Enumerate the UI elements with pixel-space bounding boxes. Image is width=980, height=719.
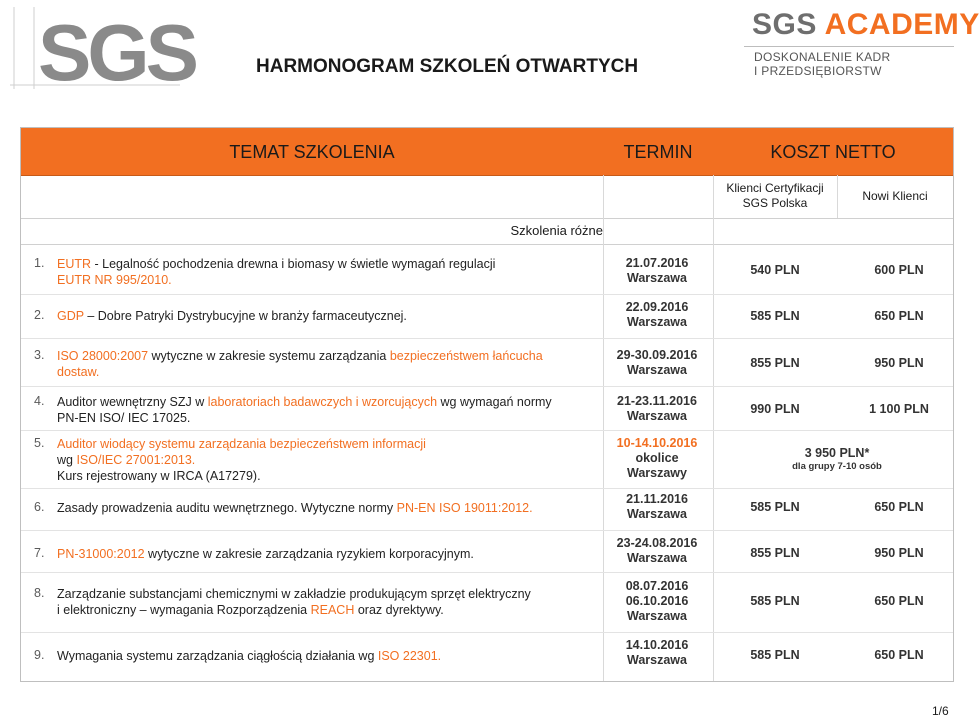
term-location: okolice: [635, 451, 679, 465]
price-new: 1 100 PLN: [869, 402, 929, 416]
row-divider: [21, 338, 953, 339]
price-new: 650 PLN: [874, 309, 924, 323]
column-divider: [837, 175, 838, 218]
row-number: 2.: [34, 308, 45, 322]
table-row: [21, 252, 953, 294]
row-divider: [21, 488, 953, 489]
row-topic: [57, 348, 597, 380]
topic-text: wytyczne w zakresie systemu zarządzania: [148, 349, 390, 363]
row-number: 6.: [34, 500, 45, 514]
row-term: [607, 300, 707, 330]
page-number: 1/6: [932, 704, 949, 718]
sgs-logo-text: SGS: [38, 8, 195, 97]
term-date: 10-14.10.2016: [616, 436, 698, 450]
table-row: [21, 634, 953, 680]
row-topic: [57, 308, 597, 324]
row-number: 3.: [34, 348, 45, 362]
table-header-row: [21, 128, 953, 176]
topic-text: – Dobre Patryki Dystrybucyjne w branży farmaceutycznej.: [83, 309, 407, 323]
topic-highlight: REACH: [310, 603, 355, 617]
row-divider: [21, 632, 953, 633]
section-row: [21, 218, 953, 245]
table-row: [21, 388, 953, 430]
term-date: 08.07.2016: [625, 579, 689, 593]
price-new: 950 PLN: [874, 546, 924, 560]
subheader-new-clients: Nowi Klienci: [862, 189, 928, 203]
header-term: TERMIN: [623, 142, 693, 162]
term-location: Warszawa: [627, 653, 687, 667]
row-number: 8.: [34, 586, 45, 600]
academy-tagline-1: DOSKONALENIE KADR: [754, 50, 891, 64]
table-row: [21, 432, 953, 488]
price-new: 650 PLN: [874, 648, 924, 662]
academy-divider: [744, 46, 954, 47]
price-note: dla grupy 7-10 osób: [792, 461, 882, 472]
topic-text: wytyczne w zakresie zarządzania ryzykiem korporacyjnym.: [144, 547, 474, 561]
topic-text: Zarządzanie substancjami chemicznymi w zakładzie produkującym sprzęt elektryczny: [57, 587, 531, 601]
header-topic: TEMAT SZKOLENIA: [229, 142, 395, 162]
row-term: [607, 394, 707, 424]
row-divider: [21, 386, 953, 387]
academy-word-text: ACADEMY: [824, 8, 980, 41]
term-location: Warszawa: [627, 315, 687, 329]
row-number: 5.: [34, 436, 45, 450]
price-merged: [713, 446, 961, 473]
term-location: Warszawa: [627, 507, 687, 521]
term-location: Warszawa: [627, 551, 687, 565]
subheader-certified-clients: [713, 181, 837, 211]
academy-sgs-text: SGS: [752, 8, 817, 41]
price-certified: 585 PLN: [750, 500, 800, 514]
topic-text: - Legalność pochodzenia drewna i biomasy w świetle wymagań regulacji: [91, 257, 496, 271]
table-row: [21, 532, 953, 572]
topic-text: i elektroniczny – wymagania Rozporządzenia: [57, 603, 311, 617]
price-group: 3 950 PLN*: [804, 446, 870, 460]
term-location: Warszawa: [627, 363, 687, 377]
topic-text: Kurs rejestrowany w IRCA (A17279).: [57, 469, 261, 483]
header-cost: KOSZT NETTO: [770, 142, 896, 162]
table-row: [21, 340, 953, 386]
page-title: HARMONOGRAM SZKOLEŃ OTWARTYCH: [256, 56, 639, 77]
term-date: 21.11.2016: [626, 492, 688, 506]
academy-wordmark: [752, 8, 980, 42]
row-divider: [21, 530, 953, 531]
topic-text: PN-EN ISO/ IEC 17025.: [57, 411, 191, 425]
price-certified: 585 PLN: [750, 648, 800, 662]
row-term: [607, 492, 707, 522]
term-date: 23-24.08.2016: [616, 536, 698, 550]
row-topic: [57, 546, 597, 562]
price-new: 600 PLN: [874, 263, 924, 277]
row-number: 9.: [34, 648, 45, 662]
price-certified: 855 PLN: [750, 546, 800, 560]
row-number: 1.: [34, 256, 45, 270]
term-date: 29-30.09.2016: [616, 348, 698, 362]
topic-highlight: PN-EN ISO 19011:2012.: [396, 501, 533, 515]
sgs-logo: [10, 5, 195, 97]
subheader-certified-line-2: SGS Polska: [742, 196, 808, 210]
price-certified: 540 PLN: [750, 263, 800, 277]
row-term: [607, 256, 707, 286]
topic-highlight: ISO/IEC 27001:2013.: [76, 453, 196, 467]
topic-highlight: PN-31000:2012: [57, 547, 145, 561]
term-location: Warszawa: [627, 409, 687, 423]
topic-highlight: systemu zarządzania bezpieczeństwem informacji: [145, 437, 426, 451]
topic-highlight: EUTR: [57, 257, 92, 271]
price-certified: 990 PLN: [750, 402, 800, 416]
table-subheader-row: [21, 175, 953, 219]
table-row: [21, 296, 953, 338]
row-term: [607, 638, 707, 668]
row-term: [607, 579, 707, 624]
row-topic: [57, 586, 597, 618]
term-date: 06.10.2016: [625, 594, 689, 608]
term-date: 21.07.2016: [625, 256, 689, 270]
term-date: 21-23.11.2016: [617, 394, 697, 408]
academy-tagline-2: I PRZEDSIĘBIORSTW: [754, 64, 882, 78]
term-date: 22.09.2016: [625, 300, 689, 314]
row-topic: [57, 500, 597, 516]
topic-highlight: ISO 28000:2007: [57, 349, 149, 363]
price-new: 950 PLN: [874, 356, 924, 370]
topic-text: oraz dyrektywy.: [354, 603, 444, 617]
row-term: [607, 536, 707, 566]
topic-text: wg: [57, 453, 77, 467]
topic-highlight: EUTR NR 995/2010.: [57, 273, 172, 287]
table-row: [21, 574, 953, 632]
topic-highlight: Auditor wiodący: [57, 437, 146, 451]
topic-highlight: ISO 22301.: [377, 649, 442, 663]
row-topic: [57, 394, 597, 426]
term-location: Warszawa: [627, 609, 687, 623]
row-topic: [57, 256, 597, 288]
price-new: 650 PLN: [874, 500, 924, 514]
row-number: 7.: [34, 546, 45, 560]
topic-text: Wymagania systemu zarządzania ciągłością działania wg: [57, 649, 378, 663]
subheader-certified-line-1: Klienci Certyfikacji: [726, 181, 824, 195]
topic-highlight: bezpieczeństwem łańcucha: [389, 349, 543, 363]
row-divider: [21, 294, 953, 295]
term-date: 14.10.2016: [625, 638, 689, 652]
topic-text: Auditor wewnętrzny SZJ w: [57, 395, 208, 409]
row-divider: [21, 430, 953, 431]
price-certified: 585 PLN: [750, 309, 800, 323]
topic-text: wg wymagań normy: [437, 395, 552, 409]
section-label: Szkolenia różne: [510, 223, 603, 238]
term-location: Warszawy: [627, 466, 687, 480]
row-term: [607, 436, 707, 481]
price-certified: 855 PLN: [750, 356, 800, 370]
row-term: [607, 348, 707, 378]
price-certified: 585 PLN: [750, 594, 800, 608]
row-topic: [57, 436, 597, 484]
row-divider: [21, 572, 953, 573]
row-topic: [57, 648, 597, 664]
row-number: 4.: [34, 394, 45, 408]
price-new: 650 PLN: [874, 594, 924, 608]
term-location: Warszawa: [627, 271, 687, 285]
topic-highlight: laboratoriach badawczych i wzorcujących: [207, 395, 438, 409]
topic-text: Zasady prowadzenia auditu wewnętrznego. Wytyczne normy: [57, 501, 397, 515]
sgs-academy-logo: [744, 8, 980, 78]
topic-highlight: GDP: [57, 309, 84, 323]
schedule-table: [20, 127, 954, 682]
table-row: [21, 490, 953, 530]
topic-highlight: dostaw.: [57, 365, 100, 379]
